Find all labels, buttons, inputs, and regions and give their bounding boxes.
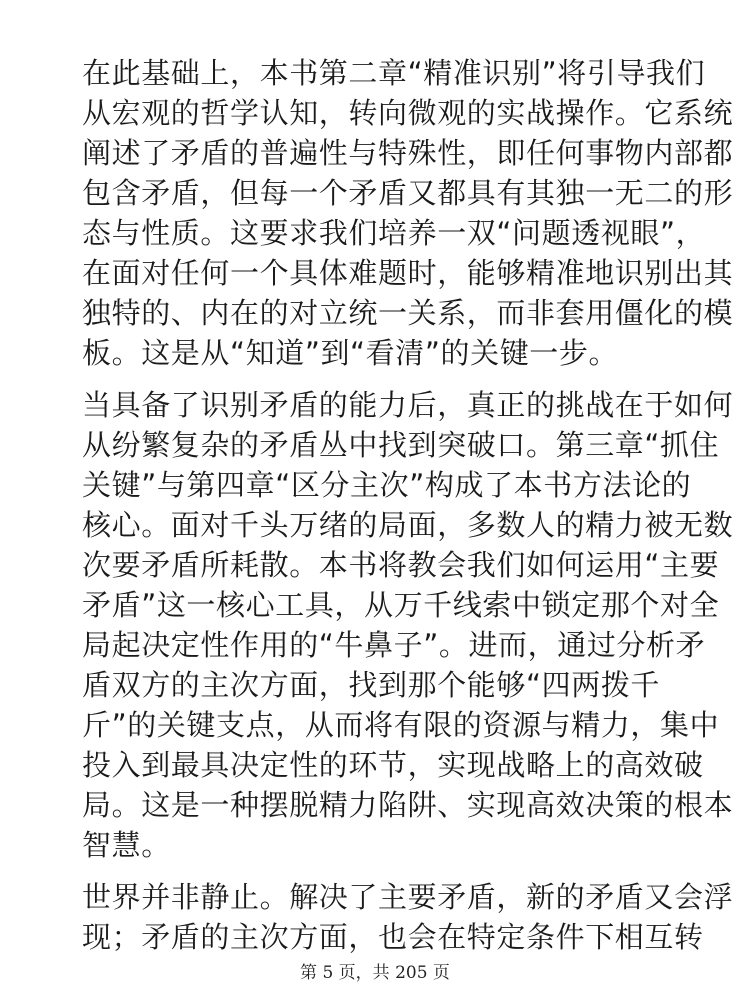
text-line: 斤”的关键支点，从而将有限的资源与精力，集中 [82,708,720,742]
paragraph-spacing [82,865,702,877]
text-line: 投入到最具决定性的环节，实现战略上的高效破 [82,748,704,782]
text-line: 次要矛盾所耗散。本书将教会我们如何运用“主要 [82,548,720,582]
paragraph-1 [82,53,734,373]
paragraph-2 [82,385,734,865]
text-line: 世界并非静止。解决了主要矛盾，新的矛盾又会浮 [82,880,734,914]
text-line: 矛盾”这一核心工具，从万千线索中锁定那个对全 [82,588,720,622]
text-line: 在面对任何一个具体难题时，能够精准地识别出其 [82,256,734,290]
text-line: 阐述了矛盾的普遍性与特殊性，即任何事物内部都 [82,136,734,170]
text-line: 从宏观的哲学认知，转向微观的实战操作。它系统 [82,96,734,130]
text-line: 局。这是一种摆脱精力陷阱、实现高效决策的根本 [82,788,734,822]
text-line: 关键”与第四章“区分主次”构成了本书方法论的 [82,468,692,502]
body-text [82,53,734,957]
text-line: 独特的、内在的对立统一关系，而非套用僵化的模 [82,296,734,330]
paragraph-3 [82,877,734,957]
text-line: 局起决定性作用的“牛鼻子”。进而，通过分析矛 [82,628,706,662]
text-line: 当具备了识别矛盾的能力后，真正的挑战在于如何 [82,388,734,422]
text-line: 在此基础上，本书第二章“精准识别”将引导我们 [82,56,706,90]
text-line: 板。这是从“知道”到“看清”的关键一步。 [82,336,619,370]
text-line: 盾双方的主次方面，找到那个能够“四两拨千 [82,668,661,702]
text-line: 包含矛盾，但每一个矛盾又都具有其独一无二的形 [82,176,734,210]
paragraph-spacing [82,373,702,385]
text-line: 核心。面对千头万绪的局面，多数人的精力被无数 [82,508,734,542]
page-number-footer: 第 5 页，共 205 页 [300,963,450,983]
text-line: 智慧。 [82,828,171,862]
text-line: 从纷繁复杂的矛盾丛中找到突破口。第三章“抓住 [82,428,720,462]
text-line: 态与性质。这要求我们培养一双“问题透视眼”， [82,216,706,250]
text-line: 现；矛盾的主次方面，也会在特定条件下相互转 [82,920,704,954]
